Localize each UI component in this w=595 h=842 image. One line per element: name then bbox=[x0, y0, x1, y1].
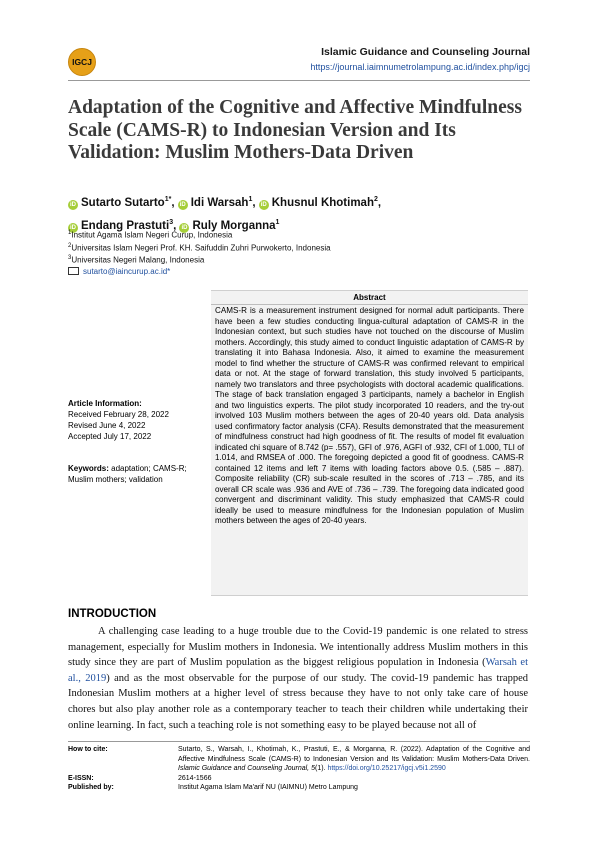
keywords-label: Keywords: bbox=[68, 464, 109, 473]
article-information bbox=[68, 398, 169, 442]
author-name: Endang Prastuti bbox=[81, 219, 170, 232]
header-divider bbox=[68, 80, 530, 81]
author-separator: , bbox=[171, 196, 178, 209]
keywords-text: adaptation; CAMS-R; Muslim mothers; validation bbox=[68, 464, 187, 484]
orcid-icon[interactable]: iD bbox=[179, 201, 186, 208]
author[interactable] bbox=[178, 197, 259, 209]
author-separator: , bbox=[252, 196, 259, 209]
author-name: Idi Warsah bbox=[190, 196, 249, 209]
eissn-row bbox=[68, 774, 530, 784]
eissn-label: E-ISSN: bbox=[68, 774, 94, 782]
publisher-name: Institut Agama Islam Ma'arif NU (IAIMNU) Metro Lampung bbox=[178, 784, 358, 791]
orcid-icon[interactable]: iD bbox=[70, 201, 76, 208]
abstract-divider bbox=[211, 304, 528, 305]
affiliation bbox=[68, 241, 538, 254]
orcid-icon[interactable]: iD bbox=[181, 224, 188, 231]
introduction-heading: INTRODUCTION bbox=[68, 608, 157, 620]
journal-name: Islamic Guidance and Counseling Journal bbox=[321, 46, 530, 58]
affiliation bbox=[68, 228, 538, 241]
journal-header bbox=[68, 40, 530, 84]
mail-icon bbox=[68, 267, 79, 275]
revised-date: Revised June 4, 2022 bbox=[68, 421, 146, 430]
author-name: Ruly Morganna bbox=[192, 219, 276, 232]
how-to-cite-label: How to cite: bbox=[68, 746, 108, 753]
cite-journal: Islamic Guidance and Counseling Journal, bbox=[178, 765, 310, 772]
abstract-heading: Abstract bbox=[353, 293, 386, 302]
author-sup: 2 bbox=[373, 196, 378, 203]
orcid-icon[interactable]: iD bbox=[70, 224, 76, 231]
affiliation-sup: 3 bbox=[68, 255, 72, 262]
author-name: Khusnul Khotimah bbox=[271, 196, 374, 209]
introduction-paragraph bbox=[68, 624, 528, 733]
author-sup: 1 bbox=[275, 218, 280, 226]
doi-link[interactable]: https://doi.org/10.25217/igcj.v5i1.2590 bbox=[327, 765, 446, 772]
affiliation-list bbox=[68, 228, 538, 277]
author[interactable] bbox=[259, 197, 381, 209]
author-name: Sutarto Sutarto bbox=[81, 196, 165, 209]
abstract-box bbox=[211, 290, 528, 596]
affiliation-text: Institut Agama Islam Negeri Curup, Indonesia bbox=[71, 230, 233, 240]
author[interactable] bbox=[68, 197, 178, 209]
author-sup: 1* bbox=[164, 196, 172, 203]
logo-text: IGCJ bbox=[72, 57, 92, 67]
citation-footer bbox=[68, 745, 530, 793]
published-by-label: Published by: bbox=[68, 784, 114, 791]
journal-url-link[interactable]: https://journal.iaimnumetrolampung.ac.id/index.php/igcj bbox=[310, 62, 530, 72]
affiliation-sup: 1 bbox=[68, 230, 72, 236]
author-sup: 1 bbox=[248, 196, 253, 203]
footer-divider bbox=[68, 741, 530, 742]
cite-issue: (1). bbox=[314, 765, 328, 772]
author-separator: , bbox=[377, 196, 382, 209]
how-to-cite-row bbox=[68, 745, 530, 774]
article-info-heading: Article Information: bbox=[68, 399, 142, 408]
accepted-date: Accepted July 17, 2022 bbox=[68, 432, 152, 441]
orcid-icon[interactable]: iD bbox=[260, 201, 267, 208]
cite-volume: 5 bbox=[309, 765, 315, 772]
intro-text-part: ) and as the most observable for the purpose of our study. The covid-19 pandemic has trapped Indonesian Muslim mothers at a higher level of stress because they have to not only take care of house chores but also play another role as a contemporary teacher to teach their children while undertaking their online learning. In fact, such a teaching role is not something easy to be played because not all of bbox=[68, 672, 528, 731]
publisher-row bbox=[68, 783, 530, 793]
email-link[interactable]: sutarto@iaincurup.ac.id* bbox=[83, 266, 171, 276]
affiliation-text: Universitas Islam Negeri Prof. KH. Saifuddin Zuhri Purwokerto, Indonesia bbox=[71, 243, 331, 253]
received-date: Received February 28, 2022 bbox=[68, 410, 169, 419]
affiliation-sup: 2 bbox=[68, 242, 72, 249]
email-row bbox=[68, 266, 538, 277]
eissn-value: 2614-1566 bbox=[178, 774, 212, 782]
affiliation bbox=[68, 253, 538, 266]
citation-link[interactable]: Warsah et al., 2019 bbox=[68, 657, 528, 684]
article-sidebar bbox=[68, 292, 208, 598]
paper-title: Adaptation of the Cognitive and Affective Mindfulness Scale (CAMS-R) to Indonesian Version and Its Validation: Muslim Mothers-Data Driven bbox=[68, 97, 522, 163]
author-sup: 3 bbox=[169, 218, 174, 226]
abstract-text: CAMS-R is a measurement instrument designed for normal adult participants. There have been a few studies conducting lingua-cultural adaptation of CAMS-R in the Indonesian context, but such studies have not touched on the discourse of Muslim mothers. Accordingly, this study aimed to conduct linguistic adaptation of CAMS-R by translating it into Bahasa Indonesia. Also, it aimed to examine the measurement model to find whether the structure of CAMS-R was confirmed relevant to empirical data or not. At the stage of forward translation, this study involved 5 participants, namely two translators and three psychologists with doctoral academic qualifications. The stage of back translation engaged 3 participants, namely a bachelor in English and two linguistics experts. The pilot study incorporated 10 readers, and the try-out involved 103 Muslim mothers between the ages of 20-40 years old. Data analysis used confirmatory factor analysis (CFA). Results demonstrated that the measurement of mindfulness construct had high goodness of fit. The results of model fit evaluation indicated chi square of 8.742 (p= .557), GFI of .976, AGFI of .932, CFI of 1.000, TLI of 1.014, and RMSEA of .000. The foregoing depicted a good fit of goodness. CAMS-R contained 12 items and left 7 items with loading factors above 0.5. (.585 – .887). Composite reliability (CR) sub-scale resulted in the scores of .713 – .785, and its overall CR scale was .936 and AVE of .736 – .739. The foregoing data indicated good convergent and discriminant validity. This study emphasized that CAMS-R could ideally be used to measure mindfulness for the Indonesian population of Muslim mothers between the ages of 20-40 years. bbox=[215, 306, 524, 525]
journal-logo bbox=[68, 48, 96, 76]
how-to-cite-text bbox=[178, 745, 530, 774]
author-separator: , bbox=[173, 219, 180, 232]
cite-text: Sutarto, S., Warsah, I., Khotimah, K., Prastuti, E., & Morganna, R. (2022). Adaptation of the Cognitive and Affective Mindfulness Scale (CAMS-R) to Indonesian Version and Its Validation: Muslim Mothers-Data Driven. bbox=[178, 746, 530, 763]
keywords bbox=[68, 463, 208, 485]
affiliation-text: Universitas Negeri Malang, Indonesia bbox=[71, 255, 205, 265]
intro-text-part: A challenging case leading to a huge trouble due to the Covid-19 pandemic is one related to stress management, especially for Muslim mothers in Indonesia. We intentionally address Muslim mothers in this study since they are part of Muslim population as the biggest religious population in Indonesia ( bbox=[68, 626, 528, 669]
